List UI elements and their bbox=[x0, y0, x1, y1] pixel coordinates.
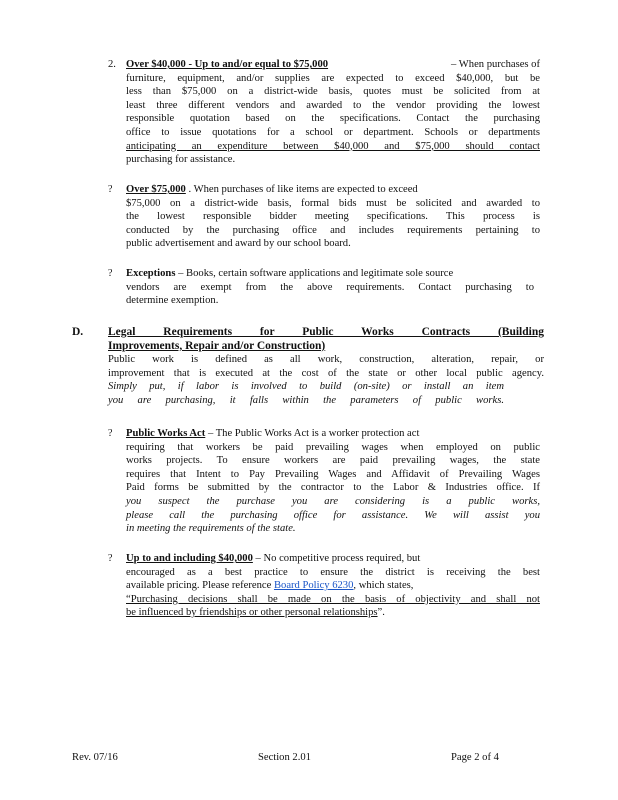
pwa-heading: Public Works Act bbox=[126, 428, 206, 439]
up-to-line: – No competitive process required, but bbox=[255, 553, 421, 564]
item-exceptions-line: – Books, certain software applications and legitimate sole source bbox=[178, 268, 454, 279]
item-2-line: office to issue quotations for a school or department. Schools or departments bbox=[126, 126, 540, 138]
item-exceptions-heading: Exceptions bbox=[126, 268, 176, 279]
footer-revision: Rev. 07/16 bbox=[72, 752, 118, 763]
up-to-line: available pricing. Please reference bbox=[126, 580, 272, 592]
pwa-line: requires that Intent to Pay Prevailing Wages and Affidavit of Prevailing Wages bbox=[126, 468, 540, 480]
item-over-75000-line: the lowest responsible bidder meeting specifications. This process is bbox=[126, 211, 540, 223]
item-over-75000-line: $75,000 on a district-wide basis, formal bids must be solicited and awarded to bbox=[126, 197, 540, 209]
pwa-italic-line: in meeting the requirements of the state. bbox=[126, 523, 296, 535]
section-d-title: Legal Requirements for Public Works Contracts (Building bbox=[108, 326, 544, 338]
section-d-body-line: improvement that is executed at the cost of the state or other local public agency. bbox=[108, 367, 544, 379]
up-to-quote-line: “Purchasing decisions shall be made on the basis of objectivity and shall not bbox=[126, 593, 540, 605]
up-to-quote-line: be influenced by friendships or other personal relationships bbox=[126, 607, 378, 619]
bullet-icon: ? bbox=[108, 268, 113, 279]
footer bbox=[72, 751, 512, 765]
bullet-icon: ? bbox=[108, 553, 113, 564]
item-over-75000-line: . When purchases of like items are expected to exceed bbox=[188, 184, 418, 195]
pwa-line: works projects. To ensure workers are paid prevailing wages, the state bbox=[126, 455, 540, 467]
pwa-line: – The Public Works Act is a worker protection act bbox=[207, 428, 420, 439]
section-d-title: Improvements, Repair and/or Construction) bbox=[108, 339, 326, 352]
pwa-line: Paid forms be submitted by the contractor to the Labor & Industries office. If bbox=[126, 482, 540, 494]
section-d-italic-line: you are purchasing, it falls within the parameters of public works. bbox=[108, 394, 504, 406]
pwa-italic-line: please call the purchasing office for assistance. We will assist you bbox=[126, 509, 540, 521]
item-2-marker: 2. bbox=[108, 59, 116, 70]
bullet-icon: ? bbox=[108, 428, 113, 439]
footer-page-number: Page 2 of 4 bbox=[451, 752, 499, 763]
item-over-75000-line: conducted by the purchasing office and includes requirements pertaining to bbox=[126, 224, 540, 236]
bullet-icon: ? bbox=[108, 184, 113, 195]
item-exceptions-line: determine exemption. bbox=[126, 295, 219, 307]
section-d-body-line: Public work is defined as all work, construction, alteration, repair, or bbox=[108, 354, 544, 366]
item-2-underlined-line: anticipating an expenditure between $40,000 and $75,000 should contact bbox=[126, 140, 540, 152]
footer-section: Section 2.01 bbox=[258, 752, 311, 763]
item-2-underlined-line: purchasing for assistance. bbox=[126, 154, 236, 166]
section-d-letter: D. bbox=[72, 326, 84, 338]
item-2-line: responsible quotation based on the specifications. Contact the purchasing bbox=[126, 113, 540, 125]
board-policy-link[interactable]: Board Policy 6230 bbox=[273, 580, 354, 592]
item-2-heading: Over $40,000 - Up to and/or equal to $75,000 bbox=[126, 59, 329, 70]
item-2-line: least three different vendors and awarded to the vendor providing the lowest bbox=[126, 99, 540, 111]
up-to-heading: Up to and including $40,000 bbox=[126, 553, 253, 564]
up-to-line: , which states, bbox=[353, 580, 414, 592]
item-2-line: less than $75,000 on a district-wide basis, quotes must be solicited from at bbox=[126, 86, 540, 98]
up-to-line: encouraged as a best practice to ensure the district is receiving the best bbox=[126, 566, 540, 578]
item-over-75000-heading: Over $75,000 bbox=[126, 184, 186, 195]
item-exceptions-line: vendors are exempt from the above requirements. Contact purchasing to bbox=[126, 281, 534, 293]
up-to-closing: ”. bbox=[377, 607, 385, 619]
pwa-line: requiring that workers be paid prevailing wages when employed on public bbox=[126, 441, 540, 453]
section-d-italic-line: Simply put, if labor is involved to build (on-site) or install an item bbox=[108, 381, 504, 393]
item-2-line: – When purchases of bbox=[451, 59, 540, 70]
item-2-line: furniture, equipment, and/or supplies are expected to exceed $40,000, but be bbox=[126, 72, 540, 84]
pwa-italic-line: you suspect the purchase you are considering is a public works, bbox=[126, 495, 540, 507]
item-over-75000-line: public advertisement and award by our school board. bbox=[126, 238, 351, 250]
